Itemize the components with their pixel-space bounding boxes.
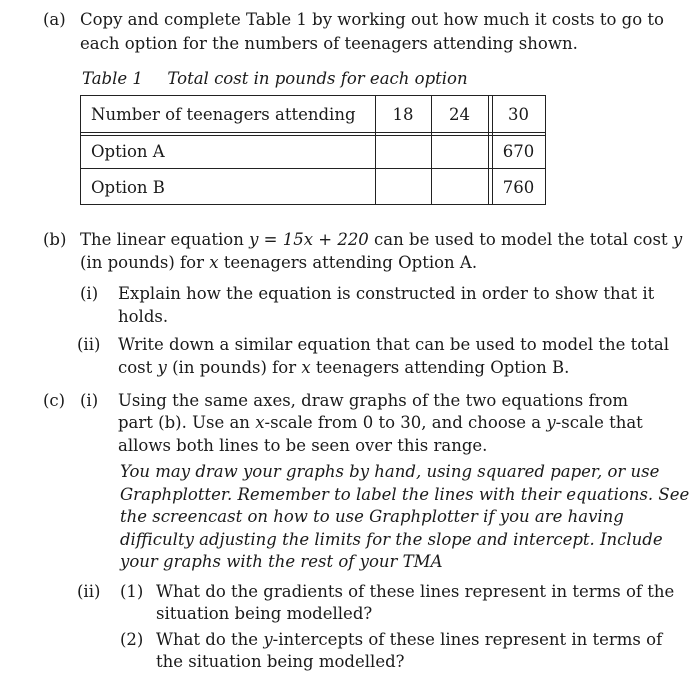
part-b-intro-post: can be used to model the total cost [368,230,673,249]
var-y: y [672,230,683,249]
part-c-q2-line-2: the situation being modelled? [156,652,405,671]
part-b-ii-line-1: Write down a similar equation that can be used to model the total [118,335,669,354]
part-b-i-line-2: holds. [118,307,169,326]
part-b-line-1 [80,229,682,251]
part-a-line-1: Copy and complete Table 1 by working out how much it costs to go to [80,10,664,29]
part-c-i-line-3: allows both lines to be seen over this range. [118,436,488,455]
table-caption-text: Total cost in pounds for each option [167,69,468,88]
part-c-i-end: -scale that [555,413,643,432]
part-b-i-label: (i) [80,284,99,303]
part-c-q2-line-1 [156,629,662,651]
part-b-line2-post: teenagers attending Option A. [218,253,478,272]
graph-instructions-note [120,461,689,574]
part-a-line-2: each option for the numbers of teenagers attending shown. [80,34,578,53]
table-row-option-b-label: Option B [91,178,165,197]
part-b-ii-pre: cost [118,358,158,377]
part-b-i-line-1: Explain how the equation is constructed in order to show that it [118,284,655,303]
part-c-label: (c) [43,391,66,410]
var-x: x [209,253,219,272]
part-b-ii-line-2 [118,357,569,379]
part-b-ii-mid: (in pounds) for [166,358,302,377]
var-y: y [546,413,556,432]
part-c-i-label: (i) [80,391,99,410]
part-c-q1-line-1: What do the gradients of these lines represent in terms of the [156,582,675,601]
table-row-option-a-label: Option A [91,142,165,161]
var-x: x [301,358,311,377]
table-col-30: 30 [508,105,529,124]
table-1 [80,95,546,205]
part-c-ii-label: (ii) [77,582,101,601]
part-c-q2-pre: What do the [156,630,264,649]
part-b-line2-pre: (in pounds) for [80,253,210,272]
table-cell-a-30: 670 [502,142,535,161]
table-caption [82,68,468,90]
table-caption-label: Table 1 [82,69,143,88]
note-line: your graphs with the rest of your TMA [120,552,443,571]
note-line: difficulty adjusting the limits for the slope and intercept. Include [120,529,663,549]
part-c-q2-post: -intercepts of these lines represent in terms of [272,630,663,649]
var-y: y [263,630,273,649]
part-a-label: (a) [43,10,66,29]
part-c-i-pre: part (b). Use an [118,413,256,432]
part-b-line-2 [80,252,477,274]
part-b-intro-pre: The linear equation [80,230,250,249]
note-line: Graphplotter. Remember to label the lines with their equations. See [120,484,689,504]
table-col-24: 24 [449,105,470,124]
part-b-ii-post: teenagers attending Option B. [310,358,570,377]
var-x: x [255,413,265,432]
table-cell-b-30: 760 [502,178,535,197]
part-c-q1-label: (1) [120,582,144,601]
var-y: y [157,358,167,377]
equation-option-a: y = 15x + 220 [249,230,369,249]
part-b-ii-label: (ii) [77,335,101,354]
note-line: You may draw your graphs by hand, using squared paper, or use [120,462,660,481]
part-c-q2-label: (2) [120,630,144,649]
part-b-label: (b) [43,230,67,249]
note-line: the screencast on how to use Graphplotter if you are having [120,507,624,526]
table-header-label: Number of teenagers attending [91,105,356,124]
table-col-18: 18 [392,105,414,124]
part-c-q1-line-2: situation being modelled? [156,604,373,623]
part-c-i-line-2 [118,412,643,434]
part-c-i-line-1: Using the same axes, draw graphs of the two equations from [118,391,629,410]
part-c-i-post: -scale from 0 to 30, and choose a [264,413,547,432]
